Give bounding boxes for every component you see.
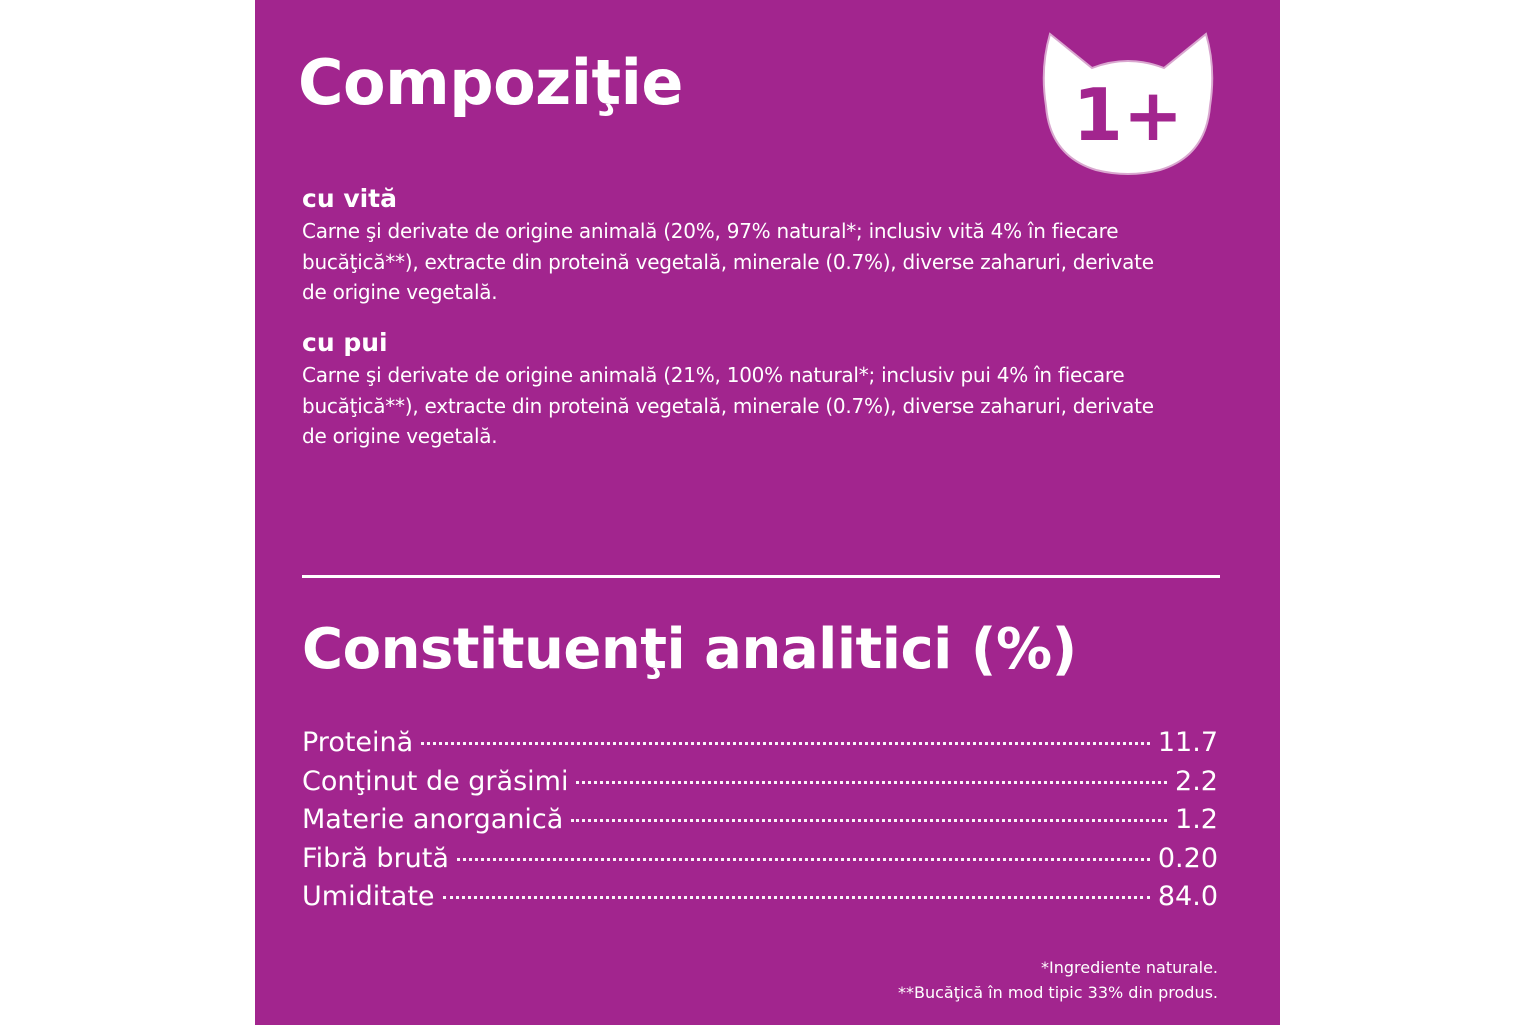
composition-title: Compoziţie [298,46,683,119]
dot-leader [571,819,1167,822]
analytical-row-fibre [302,840,1218,879]
row-value: 84.0 [1157,881,1218,912]
label-panel [255,0,1280,1025]
dot-leader [421,742,1150,745]
row-label: Conţinut de grăsimi [302,765,569,797]
age-badge-text: 1+ [1072,73,1184,157]
row-value: 11.7 [1157,727,1218,758]
row-label: Umiditate [302,881,435,912]
section-heading-beef: cu vită [302,184,398,213]
section-divider [302,575,1220,578]
dot-leader [576,781,1167,784]
row-label: Fibră brută [302,842,449,874]
dot-leader [443,896,1150,899]
row-value: 2.2 [1175,765,1218,797]
row-value: 1.2 [1175,804,1218,835]
section-text-chicken: Carne şi derivate de origine animală (21%, 100% natural*; inclusiv pui 4% în fiecare bucăţică**), extracte din proteină vegetală, minerale (0.7%), diverse zaharuri, derivate de origine vegetală. [302,363,1154,448]
footnote-piece-share: **Bucăţică în mod tipic 33% din produs. [898,982,1218,1002]
footnotes [898,956,1218,1005]
row-label: Proteină [302,727,414,758]
analytical-row-ash [302,801,1218,840]
section-text-beef: Carne şi derivate de origine animală (20%, 97% natural*; inclusiv vită 4% în fiecare bucăţică**), extracte din proteină vegetală, minerale (0.7%), diverse zaharuri, derivate de origine vegetală. [302,219,1154,304]
analytical-title: Constituenţi analitici (%) [302,617,1077,682]
row-label: Materie anorganică [302,804,564,835]
analytical-row-protein [302,724,1218,763]
composition-section-beef [302,184,1162,308]
row-value: 0.20 [1157,842,1218,874]
dot-leader [457,858,1150,861]
footnote-natural-ingredients: *Ingrediente naturale. [1041,958,1218,977]
analytical-list [302,724,1218,917]
section-heading-chicken: cu pui [302,328,388,357]
analytical-row-fat [302,763,1218,802]
analytical-row-moisture [302,878,1218,917]
cat-head-icon [1040,28,1216,176]
composition-section-chicken [302,328,1162,452]
